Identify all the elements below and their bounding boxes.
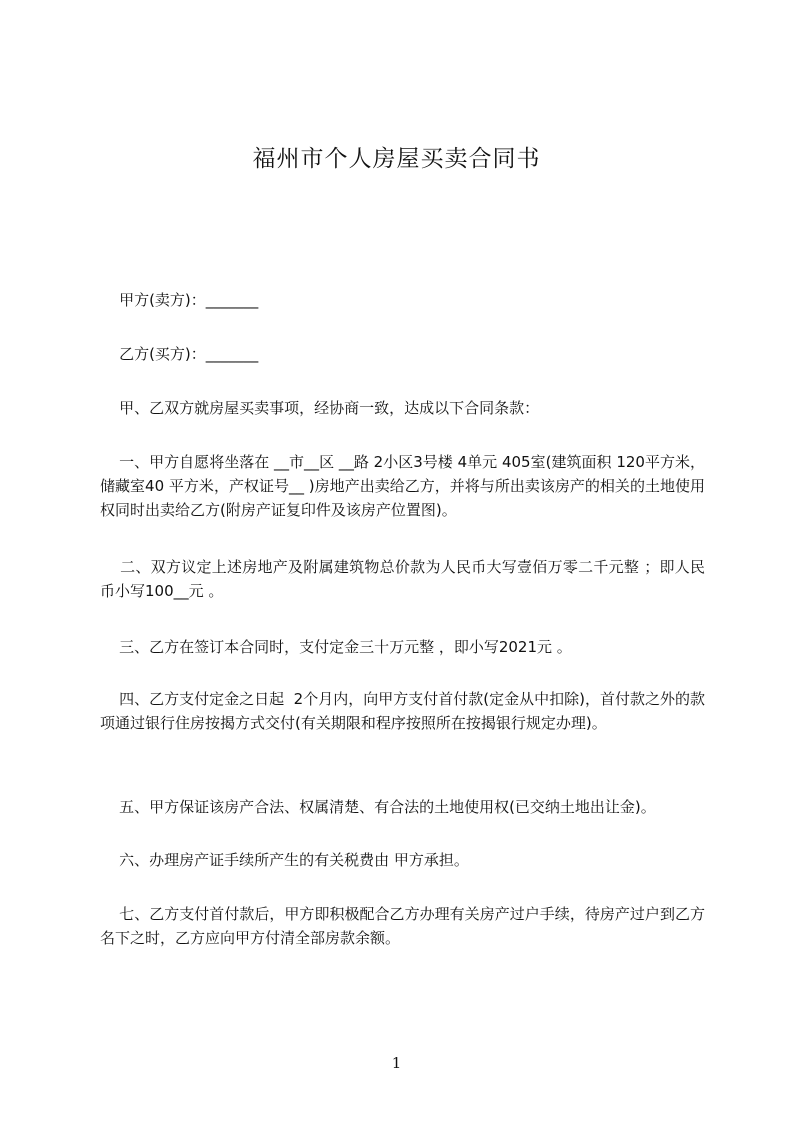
clause-1: 一、甲方自愿将坐落在 __市__区 __路 2小区3号楼 4单元 405室(建筑面积 120平方米，储藏室40 平方米，产权证号__ )房地产出卖给乙方，并将与所出卖该房产的相关的土地使用权同时出卖给乙方(附房产证复印件及该房产位置图)。 xyxy=(100,453,705,519)
clause-6: 六、办理房产证手续所产生的有关税费由 甲方承担。 xyxy=(100,851,469,869)
clause-2: 二、双方议定上述房地产及附属建筑物总价款为人民币大写壹佰万零二千元整 ；即人民币小写100__元 。 xyxy=(100,558,705,600)
page-number: 1 xyxy=(391,1054,402,1072)
clause-7: 七、乙方支付首付款后，甲方即积极配合乙方办理有关房产过户手续，待房产过户到乙方名下之时，乙方应向甲方付清全部房款余额。 xyxy=(100,905,705,947)
intro-paragraph: 甲、乙双方就房屋买卖事项，经协商一致，达成以下合同条款： xyxy=(100,399,540,417)
clause-3: 三、乙方在签订本合同时，支付定金三十万元整 ，即小写2021元 。 xyxy=(100,638,572,656)
clause-5: 五、甲方保证该房产合法、权属清楚、有合法的土地使用权(已交纳土地出让金)。 xyxy=(100,798,656,816)
clause-4: 四、乙方支付定金之日起 2个月内，向甲方支付首付款(定金从中扣除)，首付款之外的款项通过银行住房按揭方式交付(有关期限和程序按照所在按揭银行规定办理)。 xyxy=(100,690,705,732)
party-b-line: 乙方(买方)：_______ xyxy=(100,345,259,363)
party-a-line: 甲方(卖方)：_______ xyxy=(100,291,259,309)
document-title: 福州市个人房屋买卖合同书 xyxy=(252,146,541,172)
